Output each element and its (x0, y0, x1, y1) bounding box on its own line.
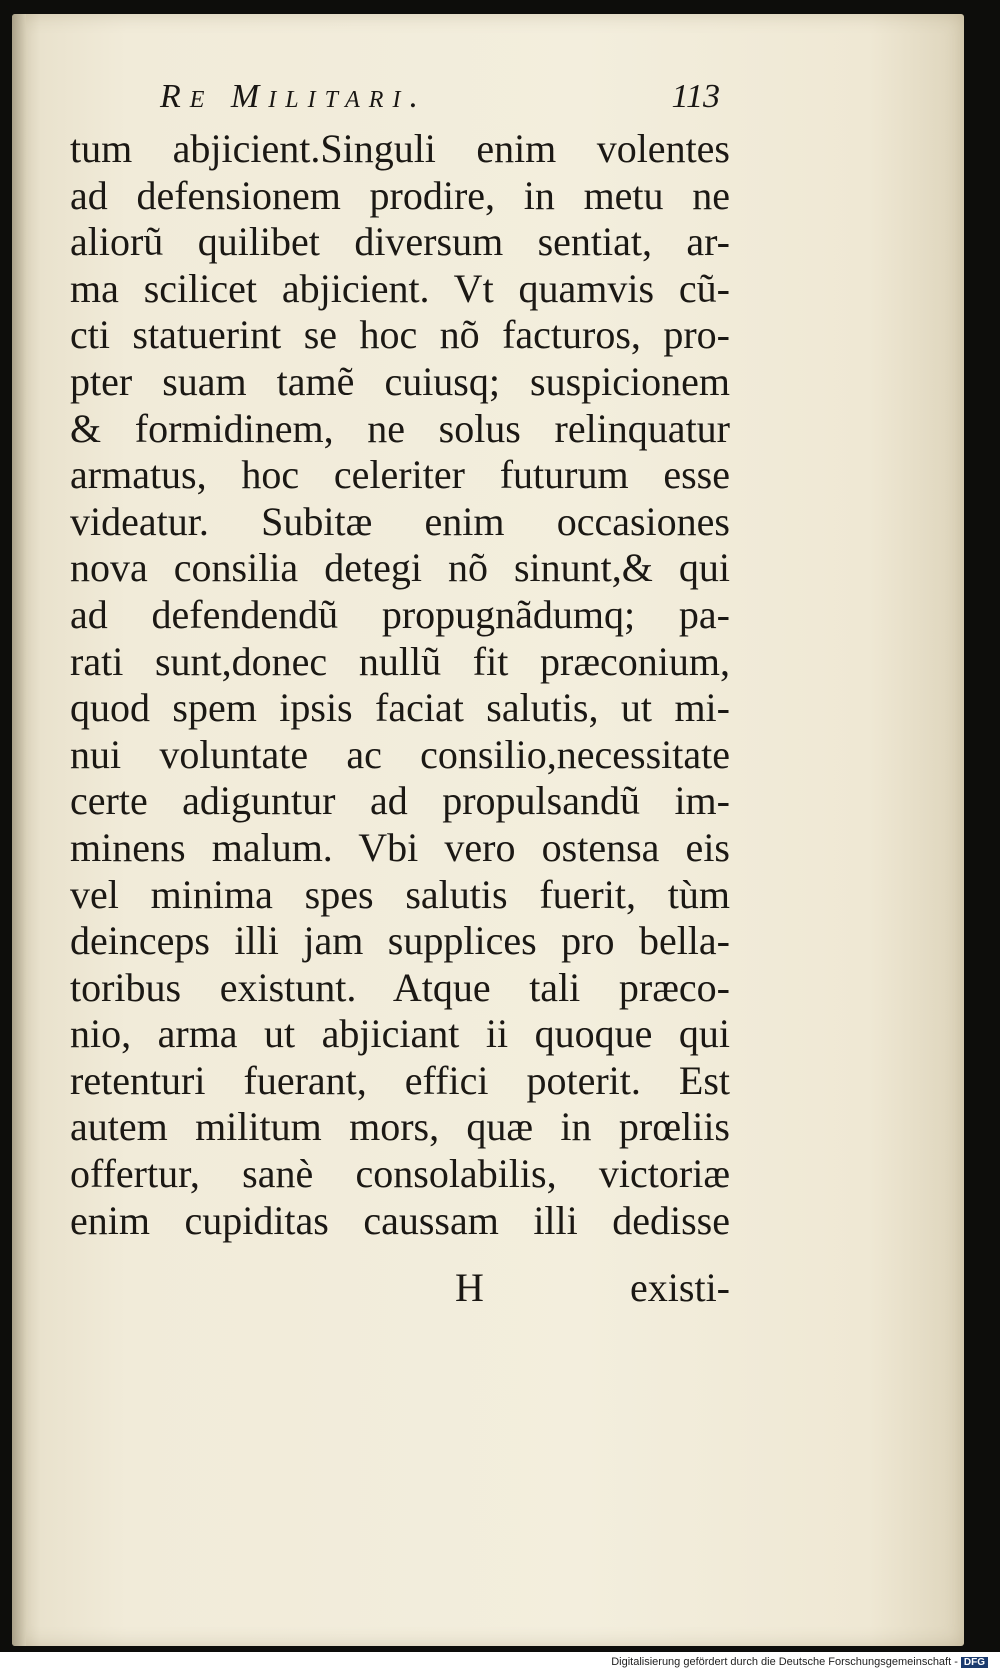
body-text (70, 126, 730, 1244)
digitization-credit (611, 1656, 988, 1668)
text-line: certe adiguntur ad propulsandũ im- (70, 778, 730, 824)
running-head-title: Re Militari. (160, 78, 427, 115)
page-footer-marks (70, 1264, 730, 1314)
text-line: offertur, sanè consolabilis, victoriæ (70, 1151, 730, 1197)
text-line: cti statuerint se hoc nõ facturos, pro- (70, 312, 730, 358)
page-gutter-shadow (12, 14, 26, 1646)
catchword: existi- (630, 1265, 730, 1310)
dfg-logo: DFG (961, 1657, 988, 1668)
text-line: nui voluntate ac consilio,necessitate (70, 731, 730, 777)
text-line: deinceps illi jam supplices pro bella- (70, 918, 730, 964)
text-line: videatur. Subitæ enim occasiones (70, 498, 730, 544)
text-line: ad defendendũ propugnãdumq; pa- (70, 591, 730, 637)
running-head (160, 72, 720, 122)
text-line: quod spem ipsis faciat salutis, ut mi- (70, 685, 730, 731)
text-line: pter suam tamẽ cuiusq; suspicionem (70, 358, 730, 404)
text-line: armatus, hoc celeriter futurum esse (70, 452, 730, 498)
text-line: aliorũ quilibet diversum sentiat, ar- (70, 219, 730, 265)
credit-text: Digitalisierung gefördert durch die Deutsche Forschungsgemeinschaft - (611, 1656, 958, 1668)
text-line: ad defensionem prodire, in metu ne (70, 172, 730, 218)
text-line: enim cupiditas caussam illi dedisse (70, 1197, 730, 1243)
text-line: retenturi fuerant, effici poterit. Est (70, 1057, 730, 1103)
text-line: vel minima spes salutis fuerit, tùm (70, 871, 730, 917)
text-line: nio, arma ut abjiciant ii quoque qui (70, 1011, 730, 1057)
page-number: 113 (671, 78, 720, 115)
signature-mark: H (455, 1265, 484, 1310)
book-page (12, 14, 964, 1646)
text-line: minens malum. Vbi vero ostensa eis (70, 824, 730, 870)
text-line: tum abjicient.Singuli enim volentes (70, 126, 730, 171)
text-line: nova consilia detegi nõ sinunt,& qui (70, 545, 730, 591)
text-line: ma scilicet abjicient. Vt quamvis cũ- (70, 265, 730, 311)
text-line: & formidinem, ne solus relinquatur (70, 405, 730, 451)
text-line: rati sunt,donec nullũ fit præconium, (70, 638, 730, 684)
text-line: autem militum mors, quæ in prœliis (70, 1104, 730, 1150)
text-line: toribus existunt. Atque tali præco- (70, 964, 730, 1010)
